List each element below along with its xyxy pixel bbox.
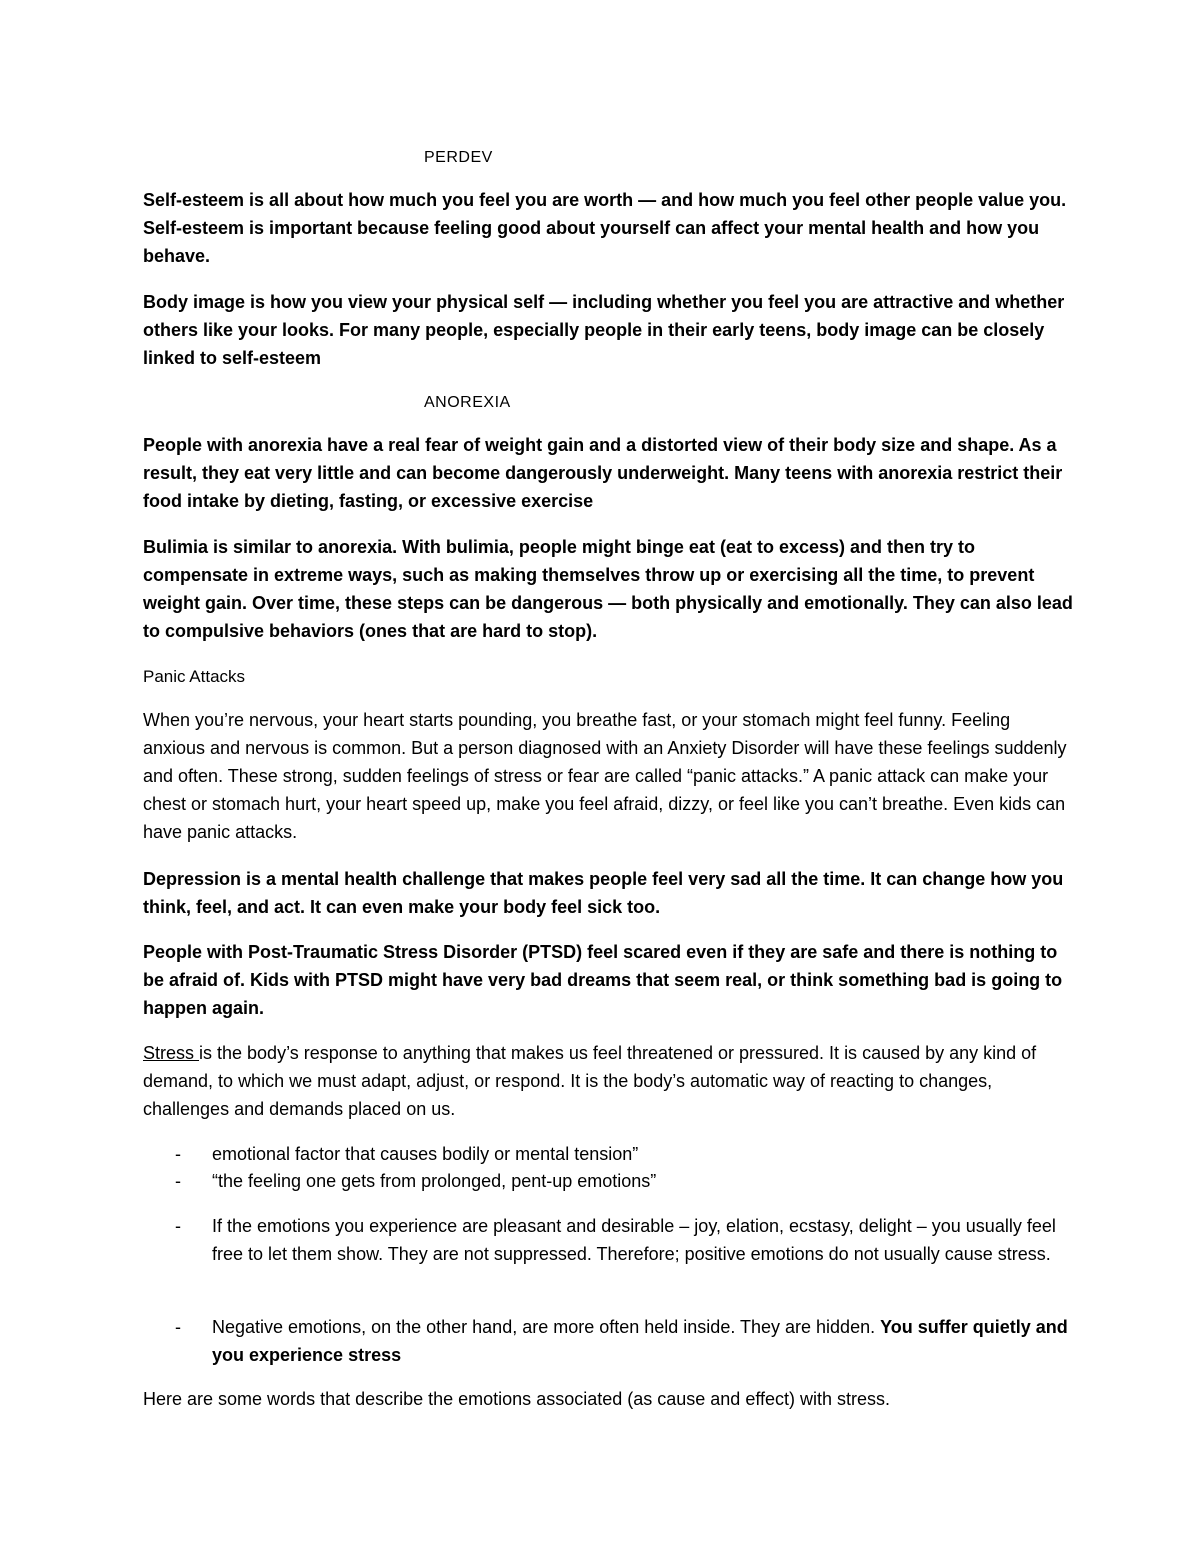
- list-item: [143, 1140, 1073, 1168]
- heading-perdev: PERDEV: [424, 149, 493, 166]
- heading-panic-attacks: Panic Attacks: [143, 667, 246, 686]
- list-item: [143, 1313, 1073, 1369]
- paragraph-closing: Here are some words that describe the emotions associated (as cause and effect) with stress.: [143, 1389, 891, 1409]
- list-item: [143, 1212, 1073, 1296]
- list-item-text: If the emotions you experience are pleasant and desirable – joy, elation, ecstasy, delight – you usually feel free to let them show. They are not suppressed. Therefore; positive emotions do not usually cause stress.: [212, 1216, 1056, 1264]
- stress-term: Stress: [143, 1043, 200, 1063]
- paragraph-ptsd: People with Post-Traumatic Stress Disorder (PTSD) feel scared even if they are safe and there is nothing to be afraid of. Kids with PTSD might have very bad dreams that seem real, or think something bad is going to happen again.: [143, 942, 1063, 1018]
- stress-definition: is the body’s response to anything that makes us feel threatened or pressured. It is caused by any kind of demand, to which we must adapt, adjust, or respond. It is the body’s automatic way of reacting to changes, challenges and demands placed on us.: [143, 1043, 1037, 1119]
- list-item-text: emotional factor that causes bodily or mental tension”: [212, 1144, 639, 1164]
- list-item: [143, 1167, 1073, 1195]
- paragraph-stress: [143, 1039, 1073, 1123]
- list-item-text-normal: Negative emotions, on the other hand, are more often held inside. They are hidden.: [212, 1317, 881, 1337]
- bullet-dash: -: [175, 1216, 181, 1236]
- heading-anorexia: ANOREXIA: [424, 394, 511, 411]
- paragraph-panic-attacks: When you’re nervous, your heart starts pounding, you breathe fast, or your stomach might feel funny. Feeling anxious and nervous is common. But a person diagnosed with an Anxiety Disorder will have these feelings suddenly and often. These strong, sudden feelings of stress or fear are called “panic attacks.” A panic attack can make your chest or stomach hurt, your heart speed up, make you feel afraid, dizzy, or feel like you can’t breathe. Even kids can have panic attacks.: [143, 710, 1067, 842]
- bullet-dash: -: [175, 1171, 181, 1191]
- paragraph-body-image: Body image is how you view your physical self — including whether you feel you are attractive and whether others like your looks. For many people, especially people in their early teens, body image can be closely linked to self-esteem: [143, 292, 1065, 368]
- list-item-text: [212, 1313, 1072, 1369]
- bullet-dash: -: [175, 1317, 181, 1337]
- bullet-dash: -: [175, 1144, 181, 1164]
- paragraph-anorexia: People with anorexia have a real fear of weight gain and a distorted view of their body size and shape. As a result, they eat very little and can become dangerously underweight. Many teens with anorexia restrict their food intake by dieting, fasting, or excessive exercise: [143, 435, 1063, 511]
- paragraph-depression: Depression is a mental health challenge that makes people feel very sad all the time. It can change how you think, feel, and act. It can even make your body feel sick too.: [143, 869, 1064, 917]
- paragraph-bulimia: Bulimia is similar to anorexia. With bulimia, people might binge eat (eat to excess) and then try to compensate in extreme ways, such as making themselves throw up or exercising all the time, to prevent weight gain. Over time, these steps can be dangerous — both physically and emotionally. They can also lead to compulsive behaviors (ones that are hard to stop).: [143, 537, 1073, 641]
- list-item-text: “the feeling one gets from prolonged, pent-up emotions”: [212, 1171, 657, 1191]
- list-item-text-bold: You suffer quietly and you experience stress: [212, 1317, 1068, 1365]
- paragraph-self-esteem: Self-esteem is all about how much you feel you are worth — and how much you feel other people value you. Self-esteem is important because feeling good about yourself can affect your mental health and how you behave.: [143, 190, 1067, 266]
